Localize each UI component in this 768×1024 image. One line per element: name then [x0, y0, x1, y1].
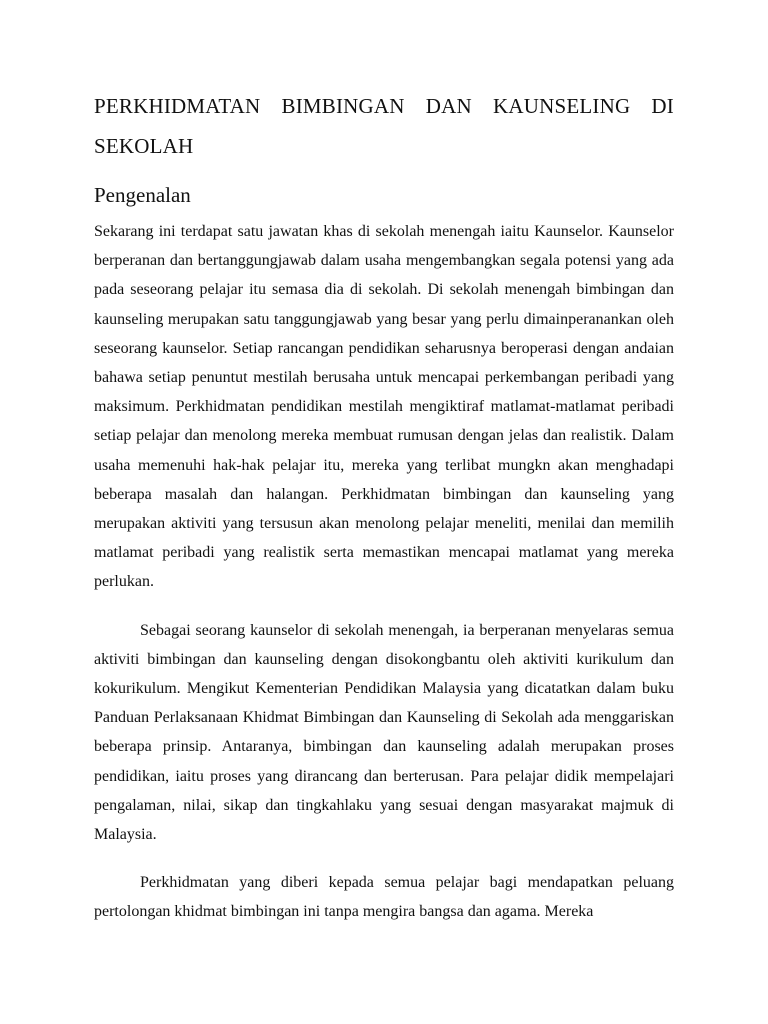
paragraph-1: Sekarang ini terdapat satu jawatan khas di sekolah menengah iaitu Kaunselor. Kaunselor berperanan dan bertanggungjawab dalam usaha mengembangkan segala potensi yang ada pada seseorang pelajar itu semasa dia di sekolah. Di sekolah menengah bimbingan dan kaunseling merupakan satu tanggungjawab yang besar yang perlu dimainperanankan oleh seseorang kaunselor. Setiap rancangan pendidikan seharusnya beroperasi dengan andaian bahawa setiap penuntut mestilah berusaha untuk mencapai perkembangan peribadi yang maksimum. Perkhidmatan pendidikan mestilah mengiktiraf matlamat-matlamat peribadi setiap pelajar dan menolong mereka membuat rumusan dengan jelas dan realistik. Dalam usaha memenuhi hak-hak pelajar itu, mereka yang terlibat mungkn akan menghadapi beberapa masalah dan halangan. Perkhidmatan bimbingan dan kaunseling yang merupakan aktiviti yang tersusun akan menolong pelajar meneliti, menilai dan memilih matlamat peribadi yang realistik serta memastikan mencapai matlamat yang mereka perlukan. — [94, 223, 674, 591]
section-heading: Pengenalan — [94, 183, 191, 207]
document-title: PERKHIDMATAN BIMBINGAN DAN KAUNSELING DI SEKOLAH — [94, 94, 674, 158]
paragraph-2: Sebagai seorang kaunselor di sekolah menengah, ia berperanan menyelaras semua aktiviti bimbingan dan kaunseling dengan disokongbantu oleh aktiviti kurikulum dan kokurikulum. Mengikut Kementerian Pendidikan Malaysia yang dicatatkan dalam buku Panduan Perlaksanaan Khidmat Bimbingan dan Kaunseling di Sekolah ada menggariskan beberapa prinsip. Antaranya, bimbingan dan kaunseling adalah merupakan proses pendidikan, iaitu proses yang dirancang dan berterusan. Para pelajar didik mempelajari pengalaman, nilai, sikap dan tingkahlaku yang sesuai dengan masyarakat majmuk di Malaysia. — [94, 621, 674, 844]
document-page — [94, 86, 674, 927]
paragraph-3: Perkhidmatan yang diberi kepada semua pelajar bagi mendapatkan peluang pertolongan khidmat bimbingan ini tanpa mengira bangsa dan agama. Mereka — [94, 874, 674, 921]
